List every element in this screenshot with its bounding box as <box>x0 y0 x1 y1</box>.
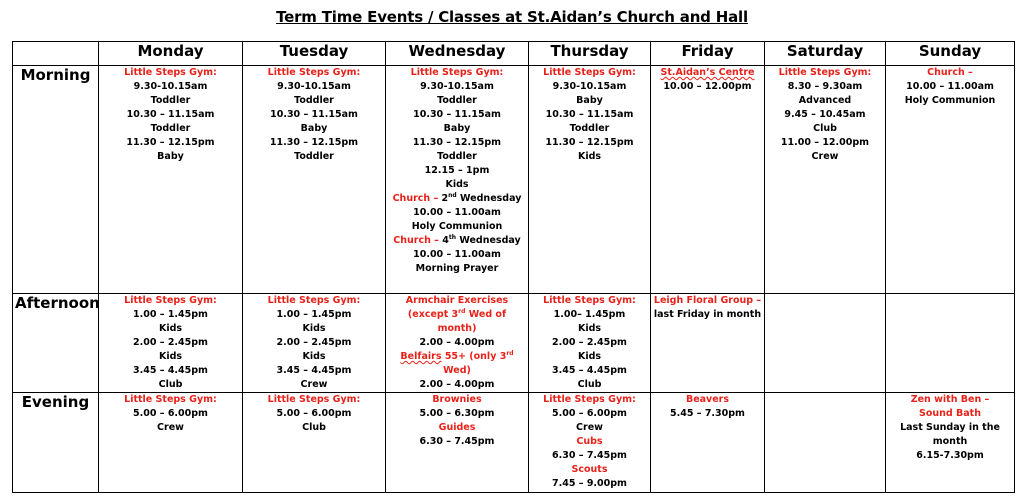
event-time: 5.00 – 6.00pm <box>552 408 627 419</box>
event-group: Toddler <box>437 95 477 106</box>
event-group: Crew <box>157 422 184 433</box>
event-time: 1.00– 1.45pm <box>553 309 626 320</box>
event-group: Toddler <box>294 151 334 162</box>
event-time: 11.30 – 12.15pm <box>545 137 634 148</box>
event-time: 10.30 – 11.15am <box>270 109 358 120</box>
event-time: 1.00 – 1.45pm <box>276 309 352 320</box>
event-time: 3.45 – 4.45pm <box>552 365 627 376</box>
event-time: 9.30-10.15am <box>277 81 351 92</box>
event-time: 6.15-7.30pm <box>916 450 984 461</box>
cell-morning-wednesday <box>386 66 529 294</box>
event-group: Crew <box>811 151 839 162</box>
event-time: 8.30 – 9.30am <box>787 81 863 92</box>
event-time: 10.30 – 11.15am <box>126 109 215 120</box>
event-time: 10.00 – 12.00pm <box>663 81 752 92</box>
event-heading: Little Steps Gym: <box>267 295 361 306</box>
header-friday: Friday <box>651 42 765 66</box>
header-tuesday: Tuesday <box>243 42 386 66</box>
cell-evening-wednesday <box>386 393 529 493</box>
cell-afternoon-wednesday <box>386 294 529 393</box>
event-heading: St.Aidan’s Centre <box>660 67 755 78</box>
event-time: 1.00 – 1.45pm <box>133 309 208 320</box>
event-heading: Armchair Exercises <box>405 295 509 306</box>
event-time: 2.00 – 2.45pm <box>552 337 627 348</box>
event-heading: Little Steps Gym: <box>543 394 636 405</box>
event-time: 12.15 – 1pm <box>424 165 490 176</box>
event-time: 10.00 – 11.00am <box>413 207 501 218</box>
cell-evening-monday <box>99 393 243 493</box>
event-time: 9.45 – 10.45am <box>784 109 866 120</box>
event-group: Toddler <box>569 123 610 134</box>
cell-morning-thursday <box>529 66 651 294</box>
event-heading: Belfairs 55+ (only 3rd <box>400 349 514 362</box>
event-time: 7.45 – 9.00pm <box>552 478 627 489</box>
event-group: Club <box>577 379 602 390</box>
cell-morning-tuesday <box>243 66 386 294</box>
event-time: 5.00 – 6.00pm <box>276 408 352 419</box>
event-time: 5.00 – 6.30pm <box>419 408 495 419</box>
event-time: 11.30 – 12.15pm <box>412 137 502 148</box>
cell-afternoon-friday <box>651 294 765 393</box>
cell-evening-sunday <box>886 393 1015 493</box>
event-group: Kids <box>302 323 326 334</box>
cell-evening-thursday <box>529 393 651 493</box>
event-description: Morning Prayer <box>415 263 499 274</box>
event-group: Kids <box>577 351 602 362</box>
event-heading: Leigh Floral Group – <box>653 295 762 306</box>
event-heading: Little Steps Gym: <box>124 394 217 405</box>
header-thursday: Thursday <box>529 42 651 66</box>
event-time: 2.00 – 2.45pm <box>133 337 208 348</box>
event-group: Toddler <box>150 123 191 134</box>
event-note: (except 3rd Wed of <box>407 307 507 320</box>
event-time: 10.30 – 11.15am <box>545 109 634 120</box>
event-time: 2.00 – 4.00pm <box>419 379 495 390</box>
event-time: 3.45 – 4.45pm <box>276 365 352 376</box>
event-heading: Little Steps Gym: <box>267 394 361 405</box>
header-monday: Monday <box>99 42 243 66</box>
cell-evening-tuesday <box>243 393 386 493</box>
corner-cell <box>13 42 99 66</box>
event-group: Kids <box>445 179 469 190</box>
event-time: 2.00 – 4.00pm <box>419 337 495 348</box>
event-time: 11.30 – 12.15pm <box>126 137 215 148</box>
event-description: Holy Communion <box>411 221 503 232</box>
event-group: Club <box>813 123 837 134</box>
event-heading: Beavers <box>685 394 730 405</box>
event-time: 10.00 – 11.00am <box>413 249 501 260</box>
event-time: 6.30 – 7.45pm <box>552 450 627 461</box>
header-sunday: Sunday <box>886 42 1015 66</box>
event-group: Toddler <box>294 95 334 106</box>
church-heading: Church – 4th Wednesday <box>393 233 521 246</box>
event-heading: Church – <box>927 67 973 78</box>
event-group: Club <box>302 422 326 433</box>
event-group: Club <box>158 379 183 390</box>
event-group: Baby <box>157 151 184 162</box>
event-group: Crew <box>576 422 603 433</box>
event-time: 2.00 – 2.45pm <box>276 337 352 348</box>
cell-afternoon-monday <box>99 294 243 393</box>
header-saturday: Saturday <box>765 42 886 66</box>
event-heading: Little Steps Gym: <box>410 67 504 78</box>
row-label-morning: Morning <box>13 66 99 294</box>
row-label-evening: Evening <box>13 393 99 493</box>
event-heading: Guides <box>438 422 476 433</box>
header-wednesday: Wednesday <box>386 42 529 66</box>
event-group: Kids <box>158 351 183 362</box>
event-description: month <box>932 436 968 447</box>
event-heading: Little Steps Gym: <box>267 67 361 78</box>
event-group: Baby <box>300 123 328 134</box>
cell-morning-saturday <box>765 66 886 294</box>
row-label-afternoon: Afternoon <box>13 294 99 393</box>
event-time: 11.30 – 12.15pm <box>269 137 359 148</box>
event-time: 9.30-10.15am <box>552 81 627 92</box>
event-heading: Zen with Ben – <box>910 394 990 405</box>
event-time: 9.30-10.15am <box>133 81 208 92</box>
event-heading: Cubs <box>576 436 603 447</box>
cell-morning-friday <box>651 66 765 294</box>
event-time: 11.00 – 12.00pm <box>780 137 870 148</box>
event-heading: Little Steps Gym: <box>124 67 217 78</box>
church-heading: Church – 2nd Wednesday <box>392 191 522 204</box>
event-description: last Friday in month <box>653 309 762 320</box>
cell-evening-saturday <box>765 393 886 493</box>
event-group: Baby <box>443 123 471 134</box>
event-description: Last Sunday in the <box>900 422 1000 433</box>
event-time: 9.30-10.15am <box>420 81 494 92</box>
event-heading: Little Steps Gym: <box>543 295 636 306</box>
cell-afternoon-thursday <box>529 294 651 393</box>
event-group: Kids <box>577 323 602 334</box>
event-group: Crew <box>300 379 328 390</box>
event-time: 3.45 – 4.45pm <box>133 365 208 376</box>
event-description: Holy Communion <box>904 95 996 106</box>
page-title: Term Time Events / Classes at St.Aidan’s Church and Hall <box>276 8 748 26</box>
event-group: Kids <box>577 151 602 162</box>
event-heading: Little Steps Gym: <box>124 295 217 306</box>
event-time: 10.30 – 11.15am <box>413 109 501 120</box>
cell-morning-sunday <box>886 66 1015 294</box>
cell-afternoon-saturday <box>765 294 886 393</box>
timetable <box>12 41 1015 493</box>
cell-afternoon-sunday <box>886 294 1015 393</box>
event-group: Toddler <box>150 95 191 106</box>
event-heading: Sound Bath <box>919 408 981 419</box>
event-time: 5.00 – 6.00pm <box>133 408 208 419</box>
event-heading: Little Steps Gym: <box>778 67 872 78</box>
event-group: Advanced <box>798 95 852 106</box>
event-note: Wed) <box>443 365 471 376</box>
event-time: 6.30 – 7.45pm <box>419 436 495 447</box>
event-time: 5.45 – 7.30pm <box>670 408 745 419</box>
event-group: Toddler <box>437 151 477 162</box>
cell-morning-monday <box>99 66 243 294</box>
event-note: month) <box>437 323 477 334</box>
event-group: Kids <box>158 323 183 334</box>
event-heading: Little Steps Gym: <box>543 67 636 78</box>
event-heading: Scouts <box>571 464 608 475</box>
event-group: Baby <box>576 95 603 106</box>
event-group: Kids <box>302 351 326 362</box>
cell-evening-friday <box>651 393 765 493</box>
cell-afternoon-tuesday <box>243 294 386 393</box>
event-heading: Brownies <box>432 394 482 405</box>
event-time: 10.00 – 11.00am <box>906 81 994 92</box>
